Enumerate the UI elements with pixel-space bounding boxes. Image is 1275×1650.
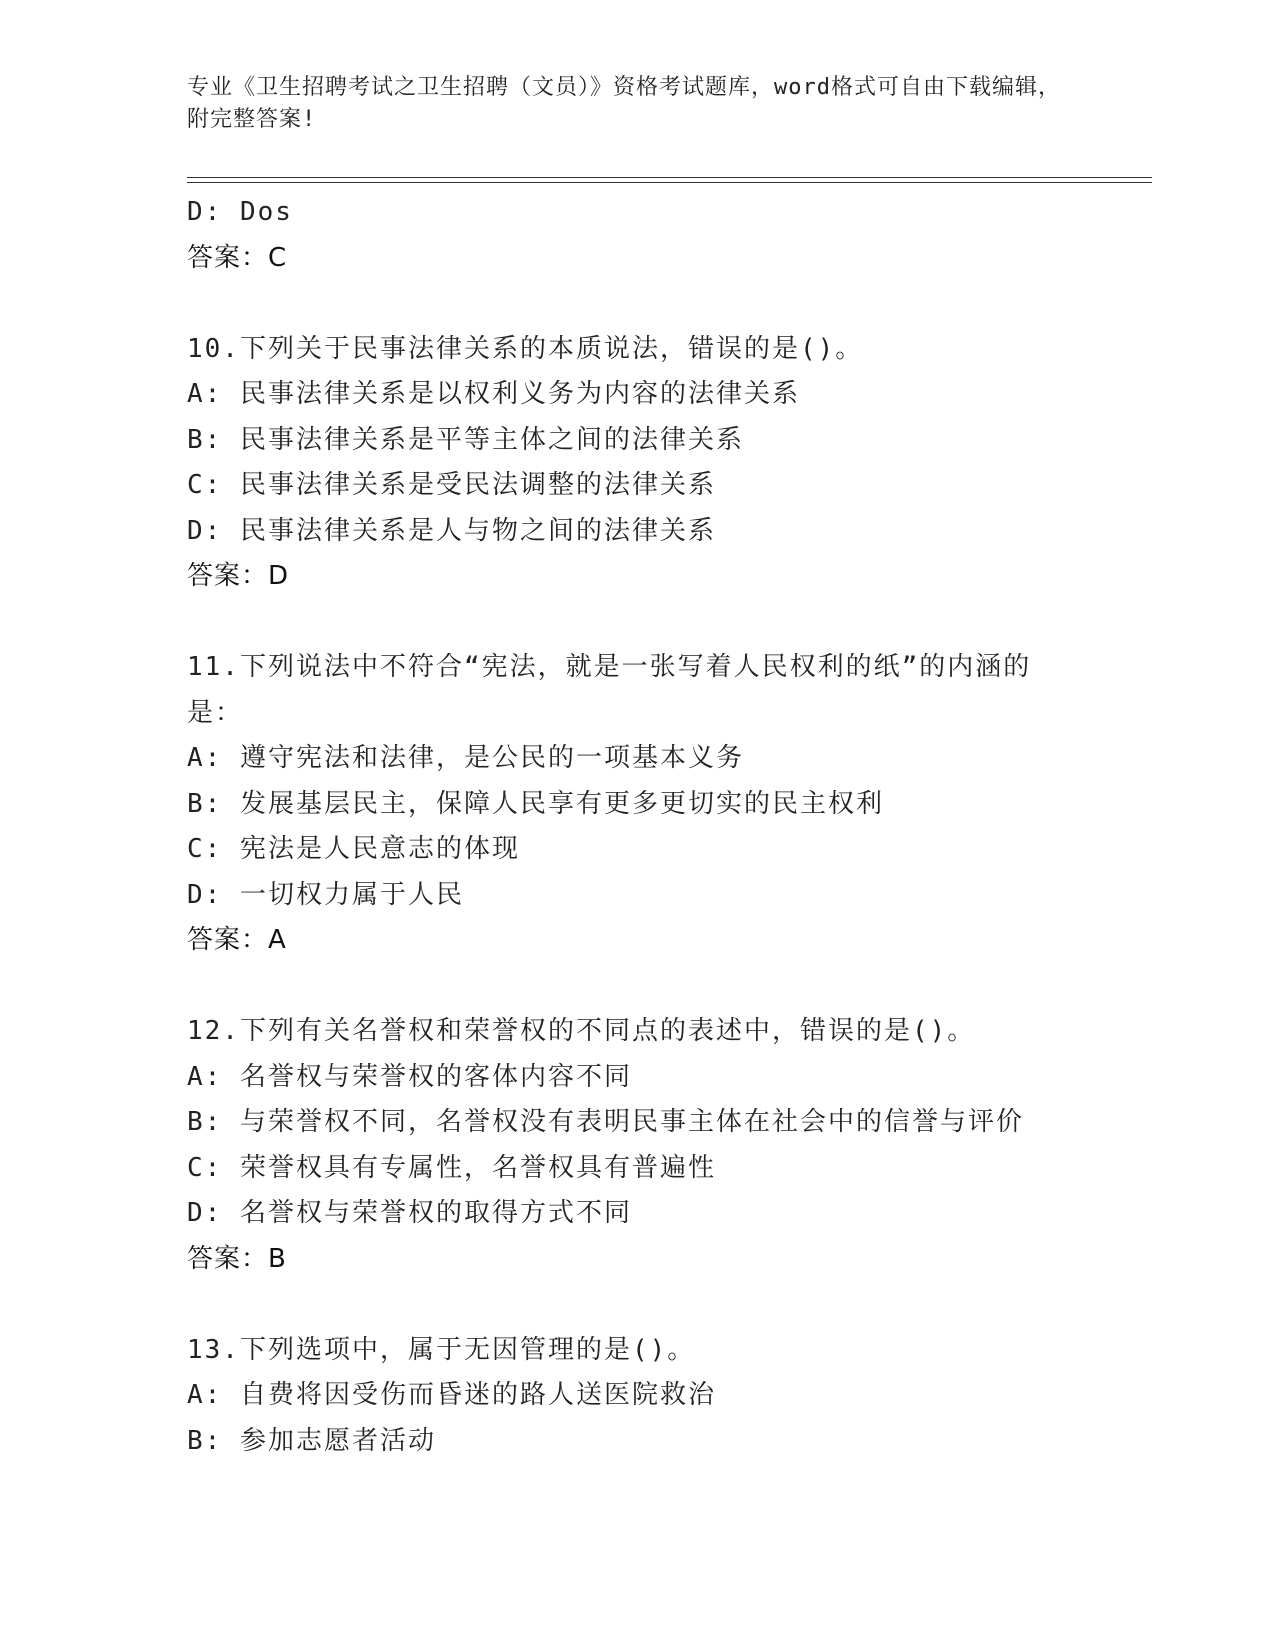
question-stem: 12.下列有关名誉权和荣誉权的不同点的表述中，错误的是()。 [187,1016,976,1046]
spacer [187,964,1147,1010]
spacer [187,1282,1147,1328]
answer: 答案：B [187,1243,287,1274]
question-12 [187,1009,1147,1282]
answer: 答案：D [187,561,290,591]
option-d: D: 民事法律关系是人与物之间的法律关系 [187,515,716,546]
option-b: B: 民事法律关系是平等主体之间的法律关系 [187,424,744,455]
option-b: B: 参加志愿者活动 [187,1425,436,1456]
option-c: C: 荣誉权具有专属性，名誉权具有普遍性 [187,1152,716,1183]
question-content [187,190,1147,1464]
option-b: B: 发展基层民主，保障人民享有更多更切实的民主权利 [187,788,884,819]
answer: 答案：A [187,925,287,955]
header-divider [187,177,1152,183]
option-b: B: 与荣誉权不同，名誉权没有表明民事主体在社会中的信誉与评价 [187,1107,1024,1137]
prev-answer: 答案：C [187,242,288,273]
spacer [187,600,1147,646]
option-d: D: 一切权力属于人民 [187,879,464,910]
prev-option-d: D: Dos [187,197,293,227]
option-a: A: 遵守宪法和法律，是公民的一项基本义务 [187,743,744,773]
question-stem: 11.下列说法中不符合“宪法，就是一张写着人民权利的纸”的内涵的是： [187,652,1032,728]
option-a: A: 名誉权与荣誉权的客体内容不同 [187,1061,632,1092]
question-10 [187,327,1147,600]
spacer [187,281,1147,327]
option-c: C: 宪法是人民意志的体现 [187,834,520,864]
question-stem: 10.下列关于民事法律关系的本质说法，错误的是()。 [187,333,864,364]
question-11 [187,645,1147,964]
option-a: A: 自费将因受伤而昏迷的路人送医院救治 [187,1380,716,1410]
document-header: 专业《卫生招聘考试之卫生招聘（文员）》资格考试题库，word格式可自由下载编辑，附完整答案! [187,75,1061,132]
option-c: C: 民事法律关系是受民法调整的法律关系 [187,470,716,500]
question-13 [187,1328,1147,1465]
question-stem: 13.下列选项中，属于无因管理的是()。 [187,1334,696,1365]
option-d: D: 名誉权与荣誉权的取得方式不同 [187,1198,632,1228]
option-a: A: 民事法律关系是以权利义务为内容的法律关系 [187,379,800,409]
